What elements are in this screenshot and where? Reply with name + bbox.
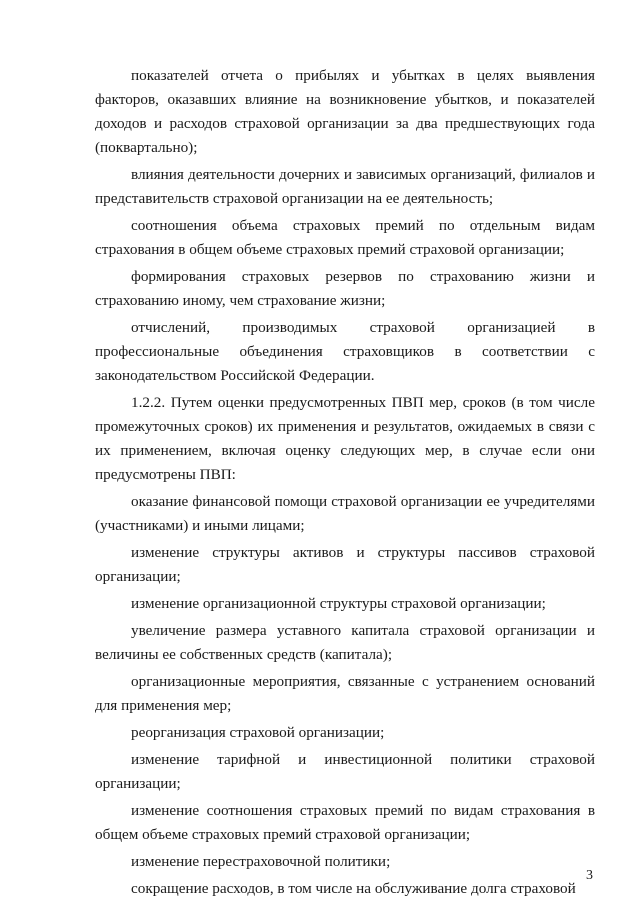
paragraph-reserves-formation: формирования страховых резервов по страхованию жизни и страхованию иному, чем страхование жизни; xyxy=(95,268,595,309)
paragraph-capital-increase: увеличение размера уставного капитала страховой организации и величины ее собственных средств (капитала); xyxy=(95,622,595,663)
paragraph-reorganization: реорганизация страховой организации; xyxy=(131,724,385,741)
paragraph-expense-reduction: сокращение расходов, в том числе на обслуживание долга страховой xyxy=(131,880,576,897)
paragraph-profit-loss-indicators: показателей отчета о прибылях и убытках в целях выявления факторов, оказавших влияние на возникновение убытков, и показателей доходов и расходов страховой организации за два предшествующих года (поквартально); xyxy=(95,67,595,156)
paragraph-financial-assistance: оказание финансовой помощи страховой организации ее учредителями (участниками) и иными лицами; xyxy=(95,493,595,534)
paragraph-org-structure: изменение организационной структуры страховой организации; xyxy=(131,595,546,612)
document-body xyxy=(95,64,595,904)
paragraph-section-1-2-2: 1.2.2. Путем оценки предусмотренных ПВП мер, сроков (в том числе промежуточных сроков) их применения и результатов, ожидаемых в связи с их применением, включая оценку следующих мер, в случае если они предусмотрены ПВП: xyxy=(95,394,595,483)
paragraph-subsidiaries-influence: влияния деятельности дочерних и зависимых организаций, филиалов и представительств страховой организации на ее деятельность; xyxy=(95,166,595,207)
paragraph-tariff-policy: изменение тарифной и инвестиционной политики страховой организации; xyxy=(95,751,595,792)
paragraph-premium-ratio: соотношения объема страховых премий по отдельным видам страхования в общем объеме страховых премий страховой организации; xyxy=(95,217,595,258)
paragraph-reinsurance-policy: изменение перестраховочной политики; xyxy=(131,853,391,870)
page-number: 3 xyxy=(586,868,593,883)
paragraph-assets-structure: изменение структуры активов и структуры пассивов страховой организации; xyxy=(95,544,595,585)
paragraph-organizational-measures: организационные мероприятия, связанные с устранением оснований для применения мер; xyxy=(95,673,595,714)
paragraph-deductions: отчислений, производимых страховой организацией в профессиональные объединения страховщиков в соответствии с законодательством Российской Федерации. xyxy=(95,319,595,384)
paragraph-premium-ratio-change: изменение соотношения страховых премий по видам страхования в общем объеме страховых премий страховой организации; xyxy=(95,802,595,843)
